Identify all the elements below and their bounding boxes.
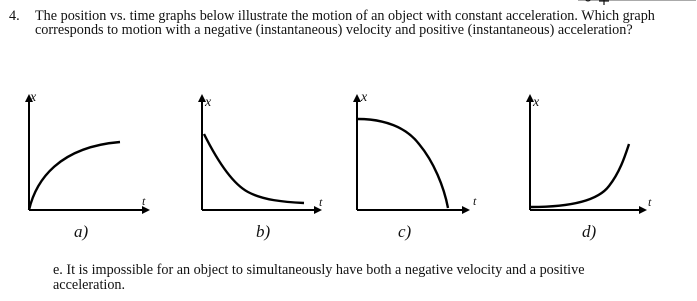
cropped-fragment — [578, 0, 697, 8]
graph-curve — [531, 144, 629, 207]
graph-a-label[interactable]: a) — [74, 222, 89, 241]
graph-curve — [204, 134, 304, 203]
graph-c-plot — [344, 92, 494, 216]
graph-c-label[interactable]: c) — [398, 222, 412, 241]
graph-d-plot — [517, 92, 667, 216]
graph-a — [14, 92, 164, 216]
t-axis-label: t — [142, 194, 146, 208]
x-axis-label: x — [361, 90, 368, 105]
x-axis-arrow — [639, 206, 647, 214]
question-text: The position vs. time graphs below illustrate the motion of an object with constant acceleration. Which graph corresponds to motion with a negative (instantaneous) velocity and positive (instantaneous) acceleration? — [35, 8, 655, 39]
graph-b-label[interactable]: b) — [256, 222, 271, 241]
graph-d — [517, 92, 667, 216]
x-axis-label: x — [205, 95, 212, 110]
t-axis-label: t — [648, 195, 652, 209]
graph-b — [188, 92, 338, 216]
x-axis-arrow — [462, 206, 470, 214]
graph-curve — [29, 142, 120, 210]
question-number: 4. — [9, 8, 20, 24]
t-axis-label: t — [473, 194, 477, 208]
graph-d-label[interactable]: d) — [582, 222, 597, 241]
x-axis-label: x — [30, 90, 37, 105]
y-axis-arrow — [353, 94, 361, 102]
graph-c — [344, 92, 494, 216]
option-e[interactable]: e. It is impossible for an object to simultaneously have both a negative velocity and a positive acceleration. — [53, 262, 585, 293]
t-axis-label: t — [319, 195, 323, 209]
graph-curve — [358, 119, 448, 208]
x-axis-label: x — [533, 95, 540, 110]
